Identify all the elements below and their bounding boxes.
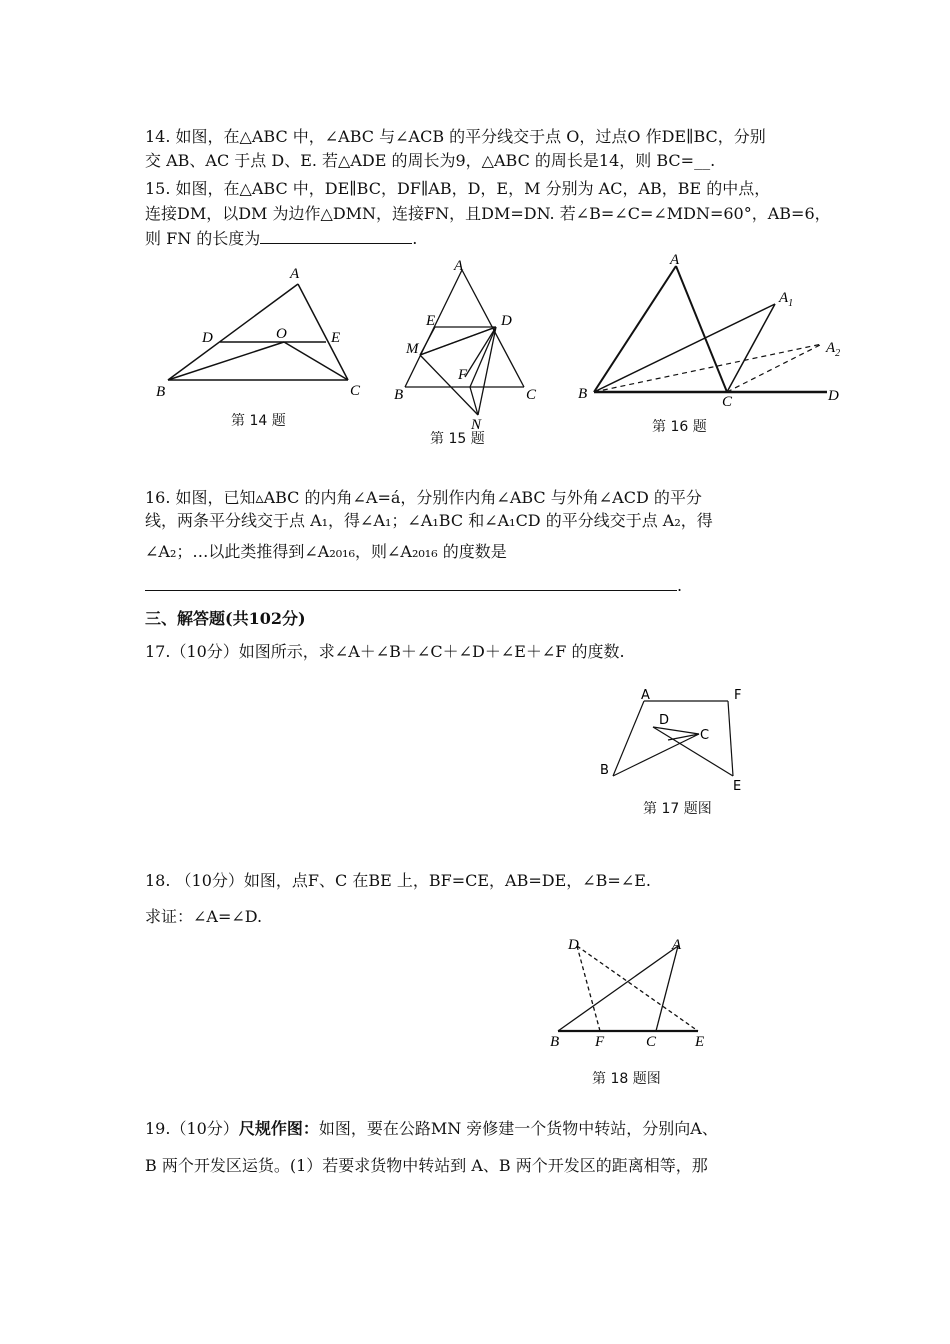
fig16-bisector-ca2	[727, 344, 822, 392]
fig18-label-b: B	[550, 1034, 560, 1050]
q17-text: 17.（10分）如图所示，求∠A＋∠B＋∠C＋∠D＋∠E＋∠F 的度数.	[145, 642, 625, 661]
figure-18	[540, 930, 720, 1055]
caption-fig-14: 第 14 题	[231, 413, 286, 429]
figure-17	[596, 685, 756, 795]
figure-14	[150, 262, 370, 402]
fig17-label-b: B	[600, 763, 609, 778]
q19-bold-label: 尺规作图：	[238, 1119, 319, 1138]
q14-line-2: 交 AB、AC 于点 D、E. 若△ADE 的周长为9，△ABC 的周长是14，则 BC=__.	[145, 151, 716, 170]
fig16-side-ba	[594, 266, 676, 392]
q15-line-3-text: 则 FN 的长度为	[145, 229, 261, 248]
fig18-label-f: F	[595, 1034, 605, 1050]
fig15-label-e: E	[426, 313, 436, 329]
q19-prefix: 19.（10分）	[145, 1119, 239, 1138]
fig14-label-c: C	[350, 383, 361, 399]
fig15-label-m: M	[406, 341, 419, 357]
fig15-label-d: D	[501, 313, 512, 329]
fig16-label-d: D	[828, 388, 839, 404]
fig17-label-f: F	[734, 688, 742, 703]
fig14-label-a: A	[290, 266, 300, 282]
fig17-segment-fe	[728, 701, 733, 776]
fig14-segment-bo	[168, 342, 284, 380]
fig16-bisector-ca1	[727, 304, 775, 392]
fig15-segment-mn	[420, 355, 478, 415]
fig16-label-b: B	[578, 386, 588, 402]
q19-rest: 如图，要在公路MN 旁修建一个货物中转站，分别向A、	[318, 1119, 718, 1138]
fig15-segment-df	[470, 327, 496, 387]
fig17-label-c: C	[700, 728, 710, 743]
q16-line-1: 16. 如图，已知▵ABC 的内角∠A=á，分别作内角∠ABC 与外角∠ACD 的平分	[145, 488, 702, 507]
fig18-label-e: E	[695, 1034, 705, 1050]
fig16-label-a2: $A_2$	[826, 340, 841, 359]
fig15-segment-dn	[478, 327, 496, 415]
caption-fig-17: 第 17 题图	[643, 801, 712, 817]
fig17-label-a: A	[641, 688, 650, 703]
q16-line-2: 线，两条平分线交于点 A₁，得∠A₁；∠A₁BC 和∠A₁CD 的平分线交于点 A₂，得	[145, 511, 713, 530]
fig14-label-b: B	[156, 384, 166, 400]
q15-line-2: 连接DM，以DM 为边作△DMN，连接FN，且DM=DN. 若∠B=∠C=∠MDN=60°，AB=6，	[145, 204, 831, 223]
fig15-label-a: A	[454, 258, 464, 274]
fig18-label-d: D	[568, 937, 579, 953]
q18-line-1: 18. （10分）如图，点F、C 在BE 上，BF=CE，AB=DE，∠B=∠E.	[145, 871, 652, 890]
fig17-segment-bc	[613, 734, 699, 776]
fig17-segment-cx	[668, 734, 699, 740]
fig15-label-c: C	[526, 387, 537, 403]
answer-blank-15[interactable]	[260, 243, 412, 244]
caption-fig-18: 第 18 题图	[592, 1071, 661, 1087]
q16-answer-line: .	[145, 575, 682, 597]
figure-16	[572, 248, 852, 408]
q16-line-3: ∠A₂；…以此类推得到∠A₂₀₁₆，则∠A₂₀₁₆ 的度数是	[145, 542, 507, 561]
fig18-segment-de	[577, 946, 698, 1031]
fig18-label-c: C	[646, 1034, 657, 1050]
fig15-label-b: B	[394, 387, 404, 403]
caption-fig-16: 第 16 题	[652, 419, 707, 435]
q19-line-1	[145, 1118, 718, 1140]
fig16-label-c: C	[722, 394, 733, 408]
q18-line-2: 求证：∠A=∠D.	[145, 907, 263, 926]
fig18-segment-ba	[558, 946, 678, 1031]
fig14-label-o: O	[276, 326, 287, 342]
fig18-segment-df	[577, 946, 600, 1031]
fig15-label-f: F	[458, 367, 468, 383]
fig14-label-e: E	[331, 330, 341, 346]
fig16-bisector-ba2	[594, 344, 822, 392]
fig17-segment-ab	[613, 701, 644, 776]
section-title: 三、解答题(共102分)	[145, 609, 306, 628]
answer-blank-16[interactable]	[145, 590, 677, 591]
q14-line-1: 14. 如图，在△ABC 中，∠ABC 与∠ACB 的平分线交于点 O，过点O 作DE∥BC，分别	[145, 127, 766, 146]
fig16-label-a1: $A_1$	[779, 290, 794, 309]
fig17-label-d: D	[659, 713, 670, 728]
q15-line-1: 15. 如图，在△ABC 中，DE∥BC，DF∥AB，D，E，M 分别为 AC，AB，BE 的中点，	[145, 179, 771, 198]
fig15-label-n: N	[471, 417, 482, 430]
fig18-label-a: A	[672, 937, 682, 953]
fig17-segment-dc	[653, 727, 699, 734]
caption-fig-15: 第 15 题	[430, 431, 485, 447]
q15-line-3: 则 FN 的长度为 .	[145, 229, 418, 248]
fig15-segment-ed	[420, 327, 496, 355]
fig16-bisector-ba1	[594, 304, 775, 392]
fig14-label-d: D	[202, 330, 213, 346]
fig17-label-e: E	[733, 779, 742, 794]
figure-15	[390, 255, 550, 430]
fig17-segment-de	[653, 727, 733, 776]
q19-line-2: B 两个开发区运货。(1）若要求货物中转站到 A、B 两个开发区的距离相等，那	[145, 1156, 708, 1175]
fig16-label-a: A	[670, 252, 680, 268]
